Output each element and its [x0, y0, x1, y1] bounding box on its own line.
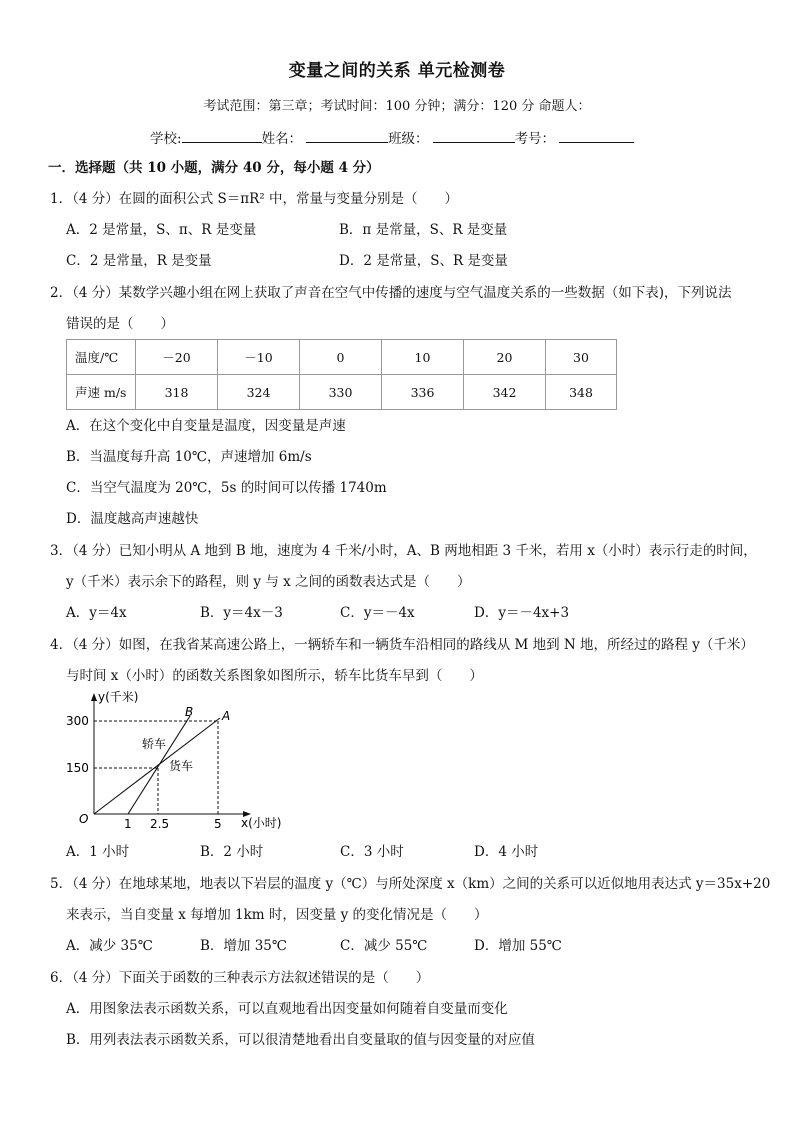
question-5-stem-line2: 来表示，当自变量 x 每增加 1km 时，因变量 y 的变化情况是（ ） — [66, 907, 488, 923]
q4-option-b: B．2 小时 — [200, 844, 264, 860]
truck-label: 货车 — [169, 759, 194, 773]
q6-option-a: A．用图象法表示函数关系，可以直观地看出因变量如何随着自变量而变化 — [66, 1001, 508, 1017]
table-cell: 0 — [300, 340, 382, 375]
question-2-stem-line2: 错误的是（ ） — [66, 316, 174, 332]
q2-option-a: A．在这个变化中自变量是温度，因变量是声速 — [66, 418, 346, 434]
q1-option-c: C．2 是常量，R 是变量 — [66, 253, 212, 269]
question-3-stem-line1: 3．（4 分）已知小明从 A 地到 B 地，速度为 4 千米/小时，A、B 两地相距 3 千米，若用 x（小时）表示行走的时间， — [50, 543, 757, 559]
q2-option-d: D．温度越高声速越快 — [66, 511, 199, 527]
table-cell: 330 — [300, 375, 382, 410]
q3-option-a: A．y＝4x — [66, 605, 127, 621]
exam-info: 考试范围：第三章；考试时间：100 分钟；满分：120 分 命题人： — [203, 99, 591, 114]
table-cell: 20 — [464, 340, 546, 375]
x-tick-2-5: 2.5 — [150, 817, 170, 831]
question-4-stem-line2: 与时间 x（小时）的函数关系图象如图所示，轿车比货车早到（ ） — [66, 668, 483, 684]
school-blank — [182, 130, 262, 143]
origin-label: O — [79, 812, 89, 826]
school-label: 学校: — [150, 131, 182, 147]
q3-option-c: C．y＝－4x — [340, 605, 415, 621]
exam-title: 变量之间的关系 单元检测卷 — [288, 61, 506, 81]
table-cell: 10 — [382, 340, 464, 375]
q6-option-b: B．用列表法表示函数关系，可以很清楚地看出自变量取的值与因变量的对应值 — [66, 1032, 535, 1048]
q4-option-d: D．4 小时 — [474, 844, 539, 860]
y-axis-label: y(千米) — [98, 690, 139, 704]
point-b-label: B — [185, 705, 194, 719]
point-a-label: A — [222, 709, 231, 723]
q5-option-a: A．减少 35℃ — [66, 938, 153, 954]
q5-option-d: D．增加 55℃ — [474, 938, 562, 954]
x-tick-5: 5 — [214, 817, 222, 831]
table-row — [67, 340, 617, 375]
car-label: 轿车 — [142, 737, 167, 751]
question-2-stem-line1: 2．（4 分）某数学兴趣小组在网上获取了声音在空气中传播的速度与空气温度关系的一些数据（如下表)，下列说法 — [50, 285, 732, 301]
x-axis-label: x(小时) — [241, 816, 282, 830]
section-heading: 一．选择题（共 10 小题，满分 40 分，每小题 4 分） — [48, 160, 380, 176]
x-tick-1: 1 — [124, 817, 132, 831]
question-6-stem: 6．（4 分）下面关于函数的三种表示方法叙述错误的是（ ） — [50, 970, 430, 986]
y-tick-150: 150 — [66, 761, 89, 775]
question-4-stem-line1: 4．（4 分）如图，在我省某高速公路上，一辆轿车和一辆货车沿相同的路线从 M 地到 N 地，所经过的路程 y（千米） — [50, 637, 754, 653]
q1-option-d: D．2 是常量，S、R 是变量 — [339, 253, 508, 269]
class-blank — [433, 130, 515, 143]
q1-option-a: A．2 是常量，S、π、R 是变量 — [66, 222, 257, 238]
student-info-fields — [150, 127, 634, 147]
y-axis-arrow — [91, 693, 97, 701]
q2-option-c: C．当空气温度为 20℃，5s 的时间可以传播 1740m — [66, 480, 387, 496]
table-cell: －20 — [136, 340, 218, 375]
q4-option-a: A．1 小时 — [66, 844, 130, 860]
q5-option-c: C．减少 55℃ — [340, 938, 428, 954]
q3-option-d: D．y＝－4x+3 — [474, 605, 570, 621]
table-cell: 342 — [464, 375, 546, 410]
question-1-stem: 1．（4 分）在圆的面积公式 S＝πR² 中，常量与变量分别是（ ） — [50, 191, 458, 207]
table-row — [67, 375, 617, 410]
table-header-speed: 声速 m/s — [67, 375, 136, 410]
name-blank — [306, 130, 388, 143]
table-header-temperature: 温度/℃ — [67, 340, 136, 375]
table-cell: 348 — [546, 375, 617, 410]
truck-line — [94, 718, 220, 814]
number-label: 考号： — [514, 131, 556, 147]
q1-option-b: B．π 是常量，S、R 是变量 — [339, 222, 508, 238]
q5-option-b: B．增加 35℃ — [200, 938, 287, 954]
table-cell: 30 — [546, 340, 617, 375]
temperature-speed-table — [66, 339, 617, 410]
y-tick-300: 300 — [66, 714, 89, 728]
q4-option-c: C．3 小时 — [340, 844, 404, 860]
question-3-stem-line2: y（千米）表示余下的路程，则 y 与 x 之间的函数表达式是（ ） — [66, 574, 471, 590]
name-label: 姓名： — [261, 131, 303, 147]
table-cell: 324 — [218, 375, 300, 410]
table-cell: 336 — [382, 375, 464, 410]
table-cell: 318 — [136, 375, 218, 410]
class-label: 班级： — [388, 131, 429, 147]
q3-option-b: B．y＝4x－3 — [200, 605, 283, 621]
q2-option-b: B．当温度每升高 10℃，声速增加 6m/s — [66, 449, 312, 465]
distance-time-graph — [58, 688, 298, 836]
number-blank — [559, 130, 634, 143]
table-cell: －10 — [218, 340, 300, 375]
question-5-stem-line1: 5．（4 分）在地球某地，地表以下岩层的温度 y（℃）与所处深度 x（km）之间的关系可以近似地用表达式 y＝35x+20 — [50, 876, 771, 892]
